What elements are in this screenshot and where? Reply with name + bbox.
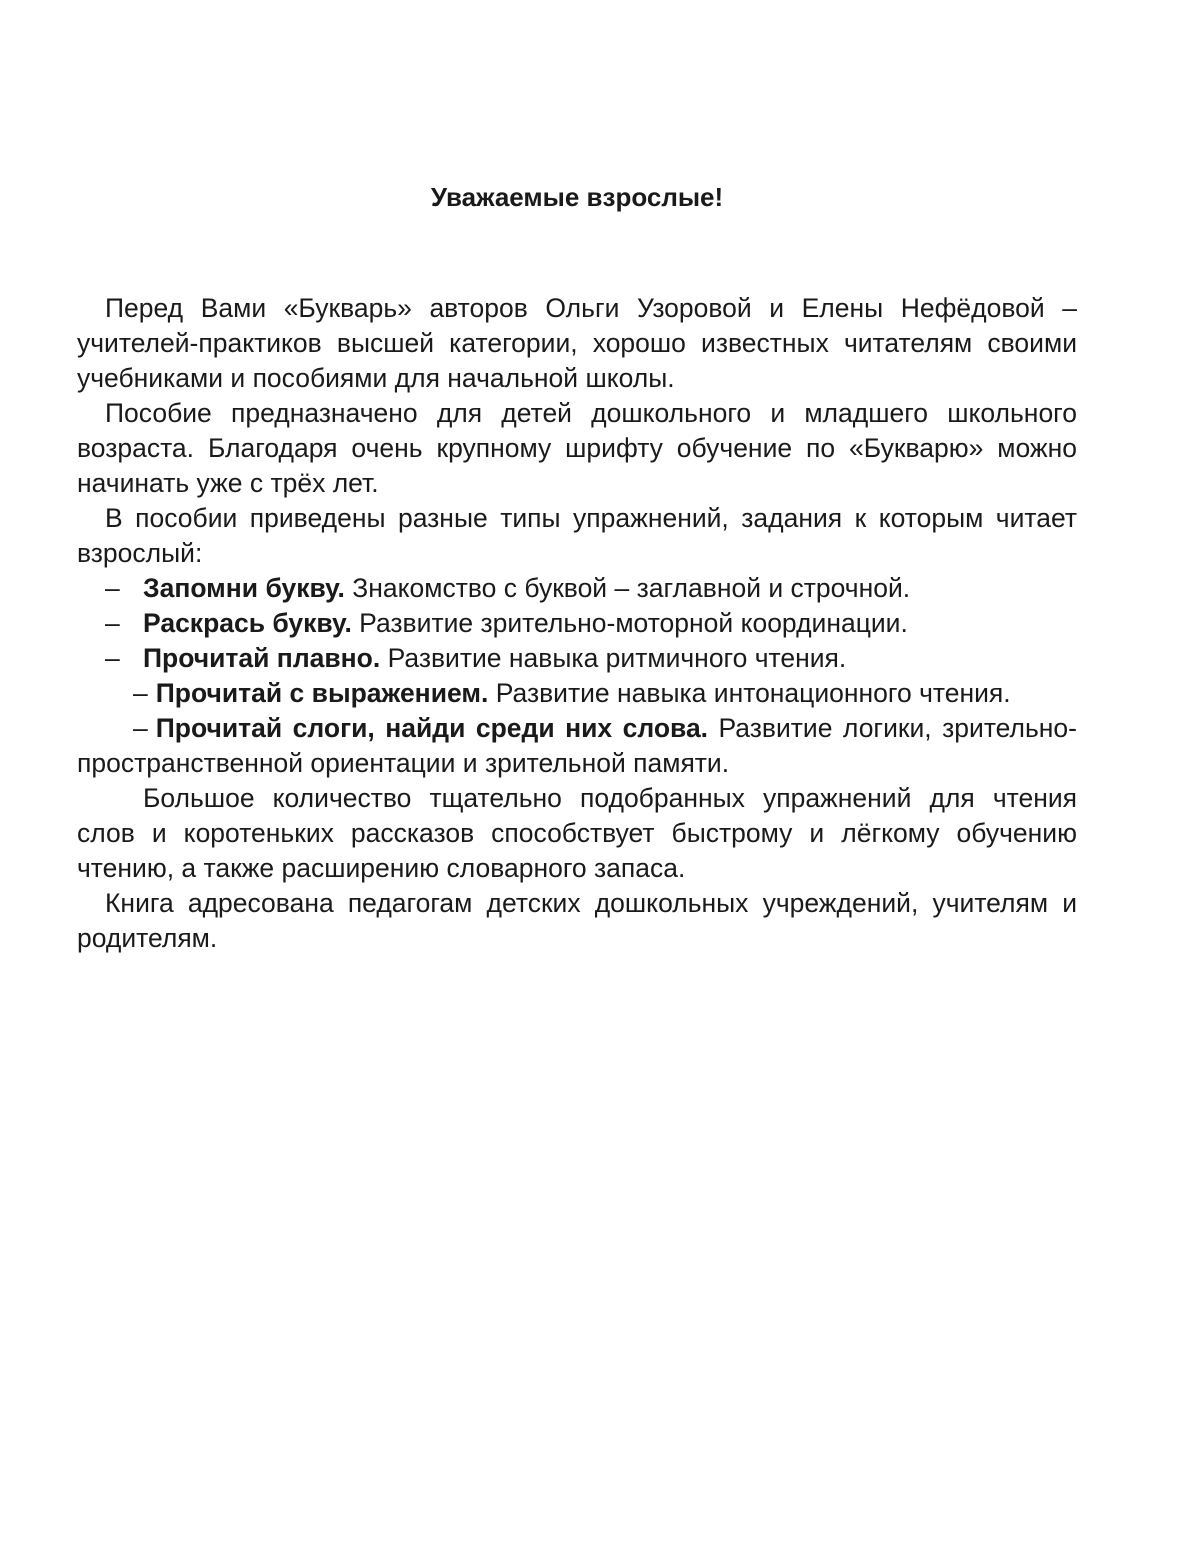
- document-body: [77, 291, 1077, 956]
- list-item-heading: Прочитай с выражением.: [155, 678, 489, 708]
- list-item: [77, 606, 1077, 641]
- paragraph-benefits: Большое количество тщательно подобранных упражнений для чтения слов и коротеньких рассказов способствует быстрому и лёгкому обучению чтению, а также расширению словарного запаса.: [77, 783, 1077, 883]
- dash-bullet: –: [105, 608, 120, 638]
- dash-bullet: –: [105, 573, 120, 603]
- list-item: [77, 711, 1077, 781]
- paragraph-audience: Книга адресована педагогам детских дошкольных учреждений, учителям и родителям.: [77, 888, 1077, 953]
- dash-bullet: –: [133, 713, 148, 743]
- list-item-text: Развитие логики, зрительно-пространственной ориентации и зрительной памяти.: [77, 713, 1077, 778]
- page-title: Уважаемые взрослые!: [430, 182, 724, 212]
- list-item: [77, 641, 1077, 676]
- paragraph-purpose: Пособие предназначено для детей дошкольного и младшего школьного возраста. Благодаря очень крупному шрифту обучение по «Букварю» можно начинать уже с трёх лет.: [77, 398, 1077, 498]
- list-item-heading: Прочитай плавно.: [143, 643, 381, 673]
- list-item-heading: Запомни букву.: [143, 573, 345, 603]
- list-item-text: Развитие навыка интонационного чтения.: [488, 678, 1011, 708]
- dash-bullet: –: [105, 643, 120, 673]
- list-item-text: Знакомство с буквой – заглавной и строчной.: [344, 573, 911, 603]
- list-item-text: Развитие зрительно-моторной координации.: [351, 608, 908, 638]
- list-item: [77, 571, 1077, 606]
- dash-bullet: –: [133, 678, 148, 708]
- paragraph-intro: Перед Вами «Букварь» авторов Ольги Узоровой и Елены Нефёдовой – учителей-практиков высшей категории, хорошо известных читателям своими учебниками и пособиями для начальной школы.: [77, 293, 1077, 393]
- list-item-heading: Раскрась букву.: [143, 608, 352, 638]
- list-item-heading: Прочитай слоги, найди среди них слова.: [155, 713, 709, 743]
- list-item: [77, 676, 1077, 711]
- list-item-text: Развитие навыка ритмичного чтения.: [380, 643, 847, 673]
- paragraph-exercise-types: В пособии приведены разные типы упражнений, задания к которым читает взрослый:: [77, 503, 1077, 568]
